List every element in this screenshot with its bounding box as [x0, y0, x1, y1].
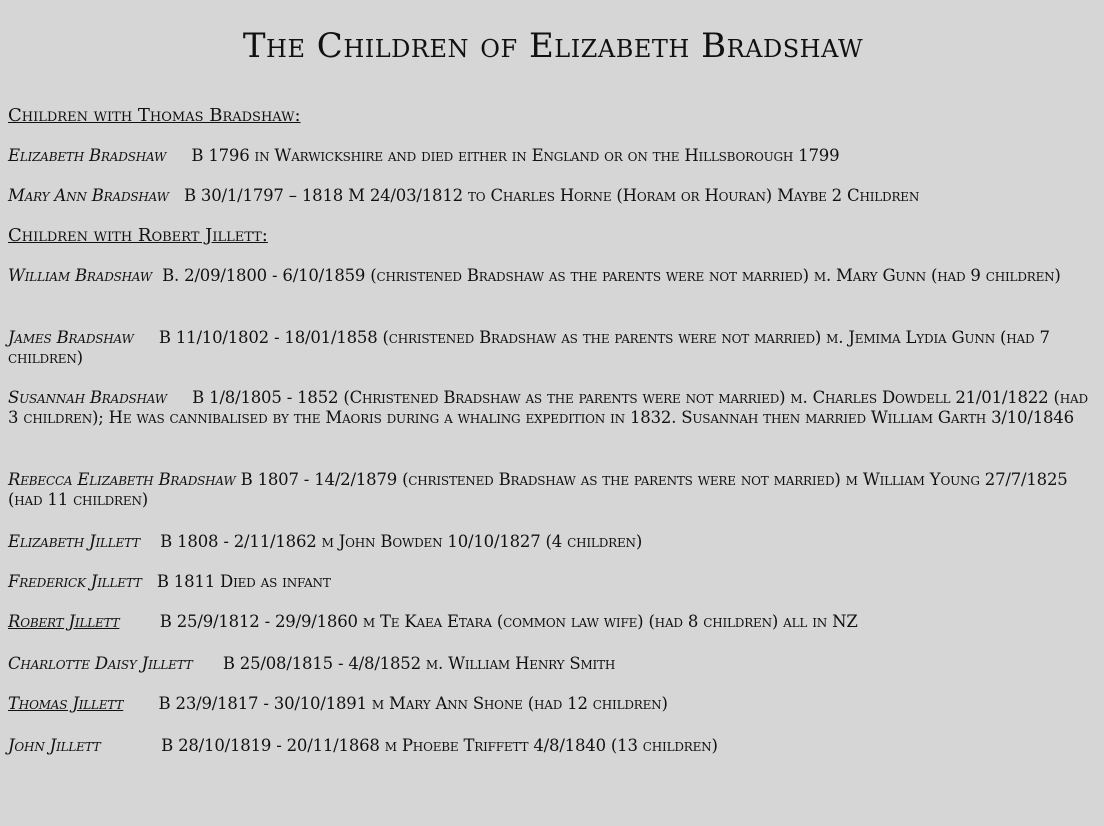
child-entry-elizabeth-bradshaw [8, 146, 1098, 166]
child-details: B. 2/09/1800 - 6/10/1859 (christened Bradshaw as the parents were not married) m. Mary Gunn (had 9 children) [162, 266, 1061, 285]
child-name: Rebecca Elizabeth Bradshaw [8, 470, 236, 489]
child-details: B 25/9/1812 - 29/9/1860 m Te Kaea Etara (common law wife) (had 8 children) all in NZ [159, 612, 858, 631]
child-details: B 1/8/1805 - 1852 (Christened Bradshaw as the parents were not married) m. Charles Dowdell 21/01/1822 (had 3 children); He was cannibalised by the Maoris during a whaling expedition in 1832. Susannah then married William Garth 3/10/1846 [8, 388, 1088, 427]
child-name: William Bradshaw [8, 266, 153, 285]
child-details: B 25/08/1815 - 4/8/1852 m. William Henry Smith [222, 654, 616, 673]
child-name: Elizabeth Bradshaw [8, 146, 167, 165]
child-details: B 23/9/1817 - 30/10/1891 m Mary Ann Shone (had 12 children) [158, 694, 668, 713]
child-name: Susannah Bradshaw [8, 388, 167, 407]
child-details: B 1808 - 2/11/1862 m John Bowden 10/10/1827 (4 children) [160, 532, 643, 551]
child-name: Elizabeth Jillett [8, 532, 140, 551]
child-details: B 11/10/1802 - 18/01/1858 (christened Bradshaw as the parents were not married) m. Jemima Lydia Gunn (had 7 children) [8, 328, 1050, 367]
child-details: B 1807 - 14/2/1879 (christened Bradshaw as the parents were not married) m William Young 27/7/1825 (had 11 children) [8, 470, 1068, 509]
child-entry-susannah-bradshaw [8, 388, 1098, 428]
child-entry-james-bradshaw [8, 328, 1098, 368]
child-entry-robert-jillett [8, 612, 1098, 632]
child-entry-mary-ann-bradshaw [8, 186, 1098, 206]
child-details: B 30/1/1797 – 1818 M 24/03/1812 to Charles Horne (Horam or Houran) Maybe 2 Children [183, 186, 920, 205]
child-name: Frederick Jillett [8, 572, 142, 591]
section-heading-robert: Children with Robert Jillett: [8, 225, 268, 246]
child-details: B 1811 Died as infant [156, 572, 331, 591]
child-details: B 1796 in Warwickshire and died either in England or on the Hillsborough 1799 [191, 146, 840, 165]
child-name: Mary Ann Bradshaw [8, 186, 169, 205]
child-entry-john-jillett [8, 736, 1098, 756]
child-entry-elizabeth-jillett [8, 532, 1098, 552]
child-name: James Bradshaw [8, 328, 134, 347]
child-entry-thomas-jillett [8, 694, 1098, 714]
child-name: Thomas Jillett [8, 694, 124, 713]
child-name: Robert Jillett [8, 612, 120, 631]
child-entry-william-bradshaw [8, 266, 1098, 286]
section-heading-thomas: Children with Thomas Bradshaw: [8, 105, 301, 126]
child-entry-rebecca-elizabeth-bradshaw [8, 470, 1098, 510]
child-details: B 28/10/1819 - 20/11/1868 m Phoebe Triffett 4/8/1840 (13 children) [161, 736, 718, 755]
child-entry-charlotte-daisy-jillett [8, 654, 1098, 674]
child-name: Charlotte Daisy Jillett [8, 654, 193, 673]
child-name: John Jillett [8, 736, 101, 755]
child-entry-frederick-jillett [8, 572, 1098, 592]
page-title: The Children of Elizabeth Bradshaw [242, 26, 864, 66]
